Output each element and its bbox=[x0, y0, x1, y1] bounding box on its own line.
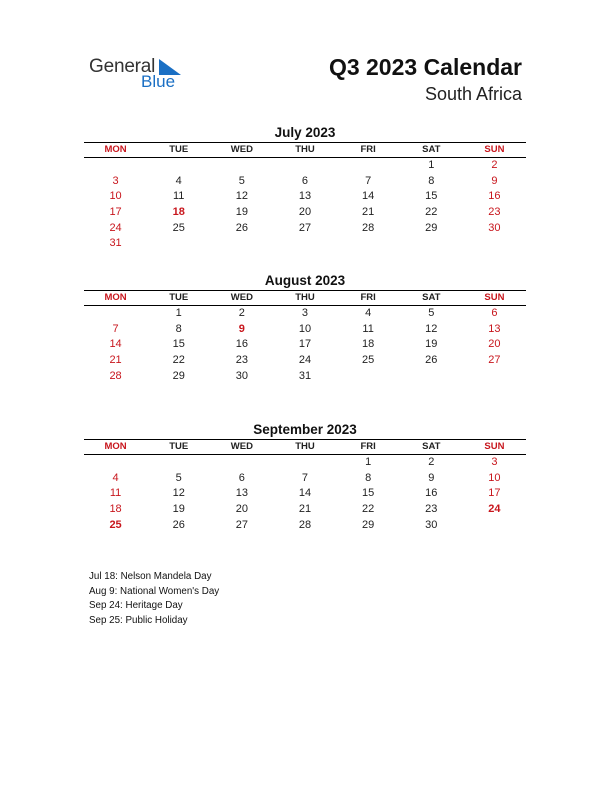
day-cell: 21 bbox=[298, 503, 312, 516]
day-cell: 22 bbox=[362, 503, 375, 516]
weekday-header-thu: THU bbox=[295, 292, 315, 303]
day-cell: 23 bbox=[425, 503, 438, 516]
day-cell: 18 bbox=[362, 338, 375, 351]
week-row bbox=[84, 158, 526, 174]
day-cell: 8 bbox=[365, 471, 372, 484]
day-cell: 9 bbox=[428, 471, 435, 484]
empty-day-cell bbox=[337, 236, 400, 252]
day-cell: 3 bbox=[301, 307, 309, 319]
day-cell: 21 bbox=[109, 354, 122, 367]
day-cell: 11 bbox=[173, 190, 185, 203]
day-cell: 25 bbox=[172, 221, 185, 234]
day-cell: 3 bbox=[112, 174, 119, 187]
empty-day-cell bbox=[147, 158, 210, 174]
weekday-header-tue: TUE bbox=[169, 292, 189, 303]
day-cell: 12 bbox=[425, 322, 438, 335]
weekday-header-wed: WED bbox=[230, 441, 253, 452]
weekday-header-wed: WED bbox=[230, 144, 253, 155]
week-row bbox=[84, 486, 526, 502]
day-cell: 5 bbox=[175, 471, 182, 484]
day-cell: 7 bbox=[365, 174, 372, 187]
day-cell: 31 bbox=[298, 369, 312, 382]
empty-day-cell bbox=[147, 455, 210, 471]
month-title: September 2023 bbox=[253, 422, 357, 437]
weekday-header-sun: SUN bbox=[484, 441, 505, 452]
day-cell: 14 bbox=[362, 190, 375, 203]
day-cell: 16 bbox=[488, 190, 501, 203]
day-cell: 24 bbox=[109, 221, 122, 234]
day-cell: 22 bbox=[172, 354, 185, 367]
day-cell: 22 bbox=[425, 206, 438, 219]
weekday-header-sat: SAT bbox=[422, 441, 441, 452]
day-cell: 2 bbox=[238, 307, 245, 319]
weekday-header-row bbox=[84, 439, 526, 455]
day-cell: 11 bbox=[109, 487, 122, 500]
day-cell: 29 bbox=[425, 221, 438, 234]
day-cell: 2 bbox=[428, 456, 435, 468]
week-row bbox=[84, 369, 526, 385]
weekday-header-sun: SUN bbox=[484, 292, 505, 303]
day-cell: 19 bbox=[235, 206, 248, 219]
day-cell: 26 bbox=[172, 518, 185, 531]
empty-day-cell bbox=[147, 236, 210, 252]
day-cell: 13 bbox=[235, 487, 248, 500]
day-cell: 17 bbox=[298, 338, 312, 351]
day-cell: 16 bbox=[425, 487, 438, 500]
week-row bbox=[84, 455, 526, 471]
week-row bbox=[84, 174, 526, 190]
day-cell: 30 bbox=[235, 369, 248, 382]
day-cell: 21 bbox=[362, 206, 375, 219]
week-row bbox=[84, 205, 526, 221]
week-row bbox=[84, 236, 526, 252]
day-cell: 2 bbox=[491, 159, 498, 171]
week-row bbox=[84, 353, 526, 369]
day-cell: 27 bbox=[235, 518, 248, 531]
day-cell: 9 bbox=[491, 174, 498, 187]
weekday-header-mon: MON bbox=[104, 144, 127, 155]
logo-general-text: General bbox=[89, 56, 156, 77]
weekday-header-wed: WED bbox=[230, 292, 253, 303]
day-cell: 6 bbox=[238, 471, 245, 484]
weekday-header-sun: SUN bbox=[484, 144, 505, 155]
day-cell: 15 bbox=[172, 338, 185, 351]
weekday-header-tue: TUE bbox=[169, 144, 189, 155]
day-cell: 9 bbox=[238, 322, 245, 335]
empty-day-cell bbox=[84, 158, 147, 174]
day-cell: 14 bbox=[298, 487, 312, 500]
weekday-header-fri: FRI bbox=[360, 292, 376, 303]
day-cell: 28 bbox=[362, 221, 375, 234]
day-cell: 31 bbox=[109, 237, 122, 250]
day-cell: 18 bbox=[109, 503, 122, 516]
empty-day-cell bbox=[273, 236, 336, 252]
day-cell: 1 bbox=[175, 307, 182, 319]
empty-day-cell bbox=[273, 158, 336, 174]
day-cell: 20 bbox=[298, 206, 312, 219]
holiday-item: Jul 18: Nelson Mandela Day bbox=[89, 571, 212, 582]
day-cell: 13 bbox=[298, 190, 312, 203]
holiday-item: Sep 25: Public Holiday bbox=[89, 614, 188, 626]
weekday-header-thu: THU bbox=[295, 441, 315, 452]
day-cell: 17 bbox=[488, 487, 501, 500]
week-row bbox=[84, 471, 526, 487]
day-cell: 5 bbox=[428, 307, 435, 319]
weekday-header-mon: MON bbox=[104, 292, 127, 303]
page-title: Q3 2023 Calendar bbox=[328, 54, 522, 80]
day-cell: 3 bbox=[491, 456, 498, 468]
day-cell: 1 bbox=[365, 456, 372, 468]
empty-day-cell bbox=[273, 455, 336, 471]
empty-day-cell bbox=[337, 369, 400, 385]
day-cell: 30 bbox=[488, 221, 501, 234]
logo-blue-text: Blue bbox=[141, 72, 176, 91]
empty-day-cell bbox=[463, 236, 526, 252]
weekday-header-sat: SAT bbox=[422, 292, 441, 303]
month-september bbox=[84, 421, 526, 533]
day-cell: 25 bbox=[109, 518, 122, 531]
weekday-header-thu: THU bbox=[295, 144, 315, 155]
day-cell: 5 bbox=[238, 174, 245, 187]
empty-day-cell bbox=[210, 158, 273, 174]
day-cell: 12 bbox=[172, 487, 185, 500]
day-cell: 29 bbox=[362, 518, 375, 531]
weekday-header-row bbox=[84, 142, 526, 158]
month-july bbox=[84, 124, 526, 252]
week-row bbox=[84, 502, 526, 518]
day-cell: 26 bbox=[235, 221, 248, 234]
day-cell: 16 bbox=[235, 338, 248, 351]
month-august bbox=[84, 272, 526, 384]
day-cell: 6 bbox=[491, 307, 498, 319]
weekday-header-tue: TUE bbox=[169, 441, 189, 452]
day-cell: 1 bbox=[428, 159, 435, 171]
day-cell: 13 bbox=[488, 322, 501, 335]
day-cell: 17 bbox=[109, 206, 122, 219]
day-cell: 23 bbox=[235, 354, 248, 367]
weekday-header-row bbox=[84, 290, 526, 306]
day-cell: 23 bbox=[488, 206, 501, 219]
day-cell: 8 bbox=[175, 322, 182, 335]
week-row bbox=[84, 189, 526, 205]
day-cell: 10 bbox=[298, 322, 312, 335]
day-cell: 11 bbox=[362, 322, 374, 335]
day-cell: 12 bbox=[235, 190, 248, 203]
day-cell: 20 bbox=[235, 503, 248, 516]
empty-day-cell bbox=[463, 369, 526, 385]
month-title: August 2023 bbox=[264, 273, 346, 288]
day-cell: 25 bbox=[362, 354, 375, 367]
empty-day-cell bbox=[84, 306, 147, 322]
week-row bbox=[84, 221, 526, 237]
empty-day-cell bbox=[463, 518, 526, 534]
day-cell: 26 bbox=[425, 354, 438, 367]
day-cell: 28 bbox=[109, 369, 122, 382]
day-cell: 8 bbox=[428, 174, 435, 187]
day-cell: 29 bbox=[172, 369, 185, 382]
holiday-item: Aug 9: National Women's Day bbox=[89, 585, 220, 597]
day-cell: 10 bbox=[488, 471, 501, 484]
weekday-header-sat: SAT bbox=[422, 144, 441, 155]
month-title: July 2023 bbox=[274, 125, 336, 140]
day-cell: 27 bbox=[488, 354, 501, 367]
weekday-header-fri: FRI bbox=[360, 144, 376, 155]
empty-day-cell bbox=[210, 236, 273, 252]
day-cell: 10 bbox=[109, 190, 122, 203]
day-cell: 7 bbox=[112, 322, 119, 335]
day-cell: 24 bbox=[488, 503, 501, 516]
day-cell: 30 bbox=[425, 518, 438, 531]
day-cell: 15 bbox=[362, 487, 375, 500]
weekday-header-mon: MON bbox=[104, 441, 127, 452]
day-cell: 4 bbox=[365, 307, 372, 319]
day-cell: 20 bbox=[488, 338, 501, 351]
empty-day-cell bbox=[210, 455, 273, 471]
day-cell: 24 bbox=[298, 354, 312, 367]
day-cell: 27 bbox=[298, 221, 312, 234]
day-cell: 19 bbox=[172, 503, 185, 516]
brand-logo bbox=[89, 56, 199, 96]
day-cell: 6 bbox=[301, 174, 309, 187]
week-row bbox=[84, 322, 526, 338]
day-cell: 19 bbox=[425, 338, 438, 351]
week-row bbox=[84, 518, 526, 534]
holiday-list bbox=[89, 570, 219, 628]
empty-day-cell bbox=[337, 158, 400, 174]
holiday-item: Sep 24: Heritage Day bbox=[89, 600, 183, 611]
week-row bbox=[84, 306, 526, 322]
day-cell: 14 bbox=[109, 338, 122, 351]
empty-day-cell bbox=[84, 455, 147, 471]
day-cell: 7 bbox=[301, 471, 309, 484]
page-subtitle: South Africa bbox=[424, 84, 522, 104]
day-cell: 15 bbox=[425, 190, 438, 203]
week-row bbox=[84, 337, 526, 353]
day-cell: 18 bbox=[172, 206, 185, 219]
day-cell: 4 bbox=[175, 174, 182, 187]
day-cell: 28 bbox=[298, 518, 312, 531]
weekday-header-fri: FRI bbox=[360, 441, 376, 452]
empty-day-cell bbox=[400, 369, 463, 385]
empty-day-cell bbox=[400, 236, 463, 252]
day-cell: 4 bbox=[112, 471, 119, 484]
